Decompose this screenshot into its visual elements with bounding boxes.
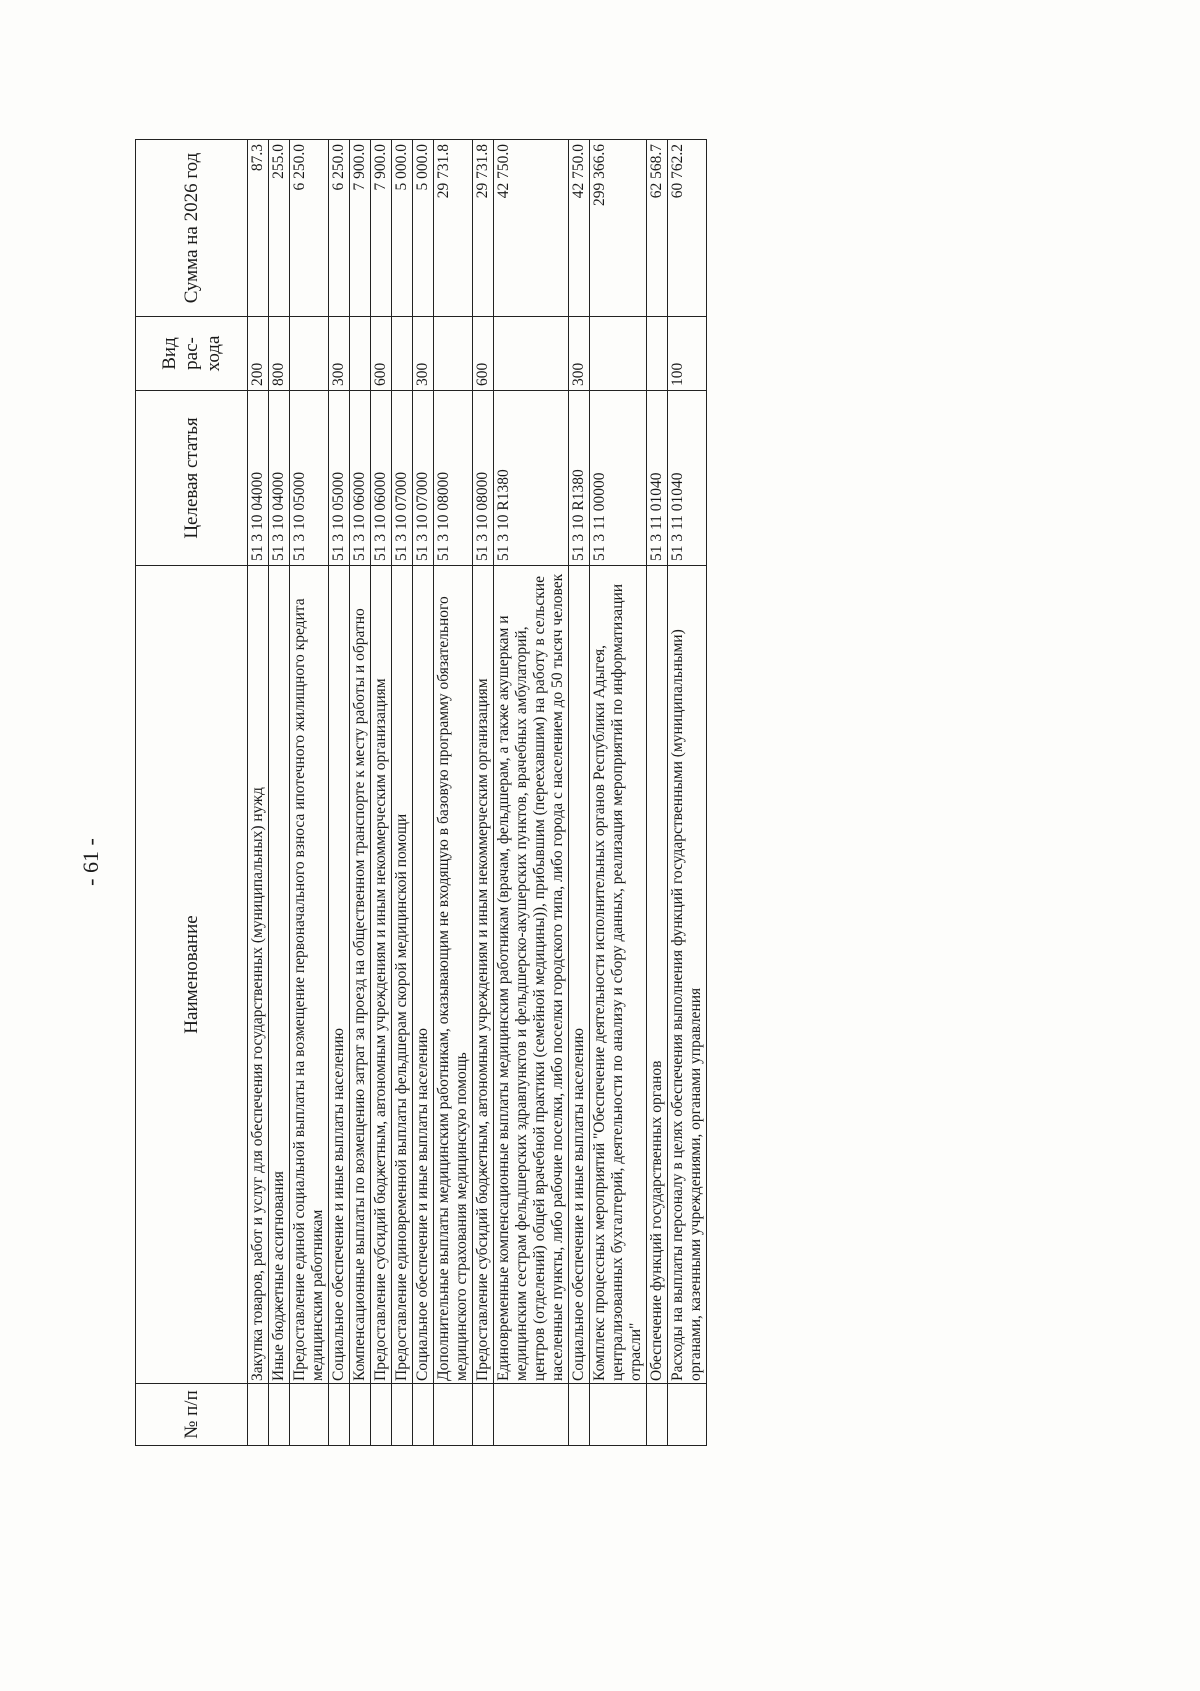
table-row: [434, 140, 473, 1446]
page-number: - 61 -: [78, 838, 103, 886]
cell-name: Обеспечение функций государственных органов: [647, 566, 668, 1384]
cell-kind: 300: [329, 317, 350, 391]
table-row: [473, 140, 494, 1446]
cell-kind: [350, 317, 371, 391]
header-kind: Вид рас-хода: [136, 317, 248, 391]
cell-name: Комплекс процессных мероприятий "Обеспечение деятельности исполнительных органов Республики Адыгея, централизованных бухгалтерий, деятельности по анализу и сбору данных, реализация мероприятий по информатизации отрасли": [590, 566, 647, 1384]
cell-code: 51 3 10 R1380: [494, 391, 569, 566]
header-amount: Сумма на 2026 год: [136, 140, 248, 317]
cell-num: [248, 1384, 269, 1446]
cell-kind: [434, 317, 473, 391]
cell-amount: 42 750.0: [494, 140, 569, 317]
cell-name: Компенсационные выплаты по возмещению затрат за проезд на общественном транспорте к месту работы и обратно: [350, 566, 371, 1384]
table-row: [269, 140, 290, 1446]
cell-name: Единовременные компенсационные выплаты медицинским работникам (врачам, фельдшерам, а также акушеркам и медицинским сестрам фельдшерских здравпунктов и фельдшерско-акушерских пунктов, врачебных амбулаторий, центров (отделений) общей врачебной практики (семейной медицины)), прибывшим (переехавшим) на работу в сельские населенные пункты, либо рабочие поселки, либо поселки городского типа, либо города с населением до 50 тысяч человек: [494, 566, 569, 1384]
cell-code: 51 3 11 01040: [647, 391, 668, 566]
table-header-row: [136, 140, 248, 1446]
cell-name: Закупка товаров, работ и услуг для обеспечения государственных (муниципальных) нужд: [248, 566, 269, 1384]
cell-num: [329, 1384, 350, 1446]
cell-code: 51 3 10 08000: [473, 391, 494, 566]
cell-name: Предоставление единой социальной выплаты на возмещение первоначального взноса ипотечного жилищного кредита медицинским работникам: [290, 566, 329, 1384]
cell-amount: 6 250.0: [290, 140, 329, 317]
cell-num: [350, 1384, 371, 1446]
header-name: Наименование: [136, 566, 248, 1384]
cell-code: 51 3 10 04000: [269, 391, 290, 566]
cell-kind: [590, 317, 647, 391]
cell-name: Расходы на выплаты персоналу в целях обеспечения выполнения функций государственными (муниципальными) органами, казенными учреждениями, органами управления: [668, 566, 707, 1384]
cell-name: Иные бюджетные ассигнования: [269, 566, 290, 1384]
table-row: [494, 140, 569, 1446]
cell-kind: [647, 317, 668, 391]
table-body: [248, 140, 707, 1446]
table-row: [290, 140, 329, 1446]
cell-amount: 7 900.0: [350, 140, 371, 317]
table-row: [647, 140, 668, 1446]
cell-kind: 200: [248, 317, 269, 391]
table-row: [350, 140, 371, 1446]
budget-table: [135, 139, 707, 1446]
cell-amount: 5 000.0: [413, 140, 434, 317]
cell-name: Предоставление единовременной выплаты фельдшерам скорой медицинской помощи: [392, 566, 413, 1384]
table-row: [569, 140, 590, 1446]
cell-code: 51 3 10 R1380: [569, 391, 590, 566]
table-row: [590, 140, 647, 1446]
table-row: [413, 140, 434, 1446]
cell-num: [647, 1384, 668, 1446]
cell-num: [569, 1384, 590, 1446]
cell-code: 51 3 11 01040: [668, 391, 707, 566]
cell-num: [392, 1384, 413, 1446]
cell-amount: 87.3: [248, 140, 269, 317]
cell-kind: 600: [473, 317, 494, 391]
cell-kind: [290, 317, 329, 391]
cell-amount: 62 568.7: [647, 140, 668, 317]
cell-amount: 7 900.0: [371, 140, 392, 317]
cell-name: Предоставление субсидий бюджетным, автономным учреждениям и иным некоммерческим организациям: [371, 566, 392, 1384]
table-row: [248, 140, 269, 1446]
header-num: № п/п: [136, 1384, 248, 1446]
cell-kind: 100: [668, 317, 707, 391]
table-row: [371, 140, 392, 1446]
cell-num: [290, 1384, 329, 1446]
table-row: [392, 140, 413, 1446]
cell-amount: 29 731.8: [473, 140, 494, 317]
cell-amount: 60 762.2: [668, 140, 707, 317]
cell-kind: [494, 317, 569, 391]
cell-num: [473, 1384, 494, 1446]
cell-code: 51 3 10 08000: [434, 391, 473, 566]
cell-kind: 600: [371, 317, 392, 391]
cell-amount: 6 250.0: [329, 140, 350, 317]
cell-num: [413, 1384, 434, 1446]
cell-kind: 800: [269, 317, 290, 391]
cell-num: [668, 1384, 707, 1446]
cell-code: 51 3 10 06000: [350, 391, 371, 566]
cell-num: [590, 1384, 647, 1446]
table-row: [329, 140, 350, 1446]
cell-num: [434, 1384, 473, 1446]
cell-code: 51 3 10 06000: [371, 391, 392, 566]
cell-num: [371, 1384, 392, 1446]
cell-code: 51 3 10 07000: [413, 391, 434, 566]
cell-code: 51 3 10 04000: [248, 391, 269, 566]
cell-amount: 42 750.0: [569, 140, 590, 317]
cell-name: Предоставление субсидий бюджетным, автономным учреждениям и иным некоммерческим организациям: [473, 566, 494, 1384]
header-code: Целевая статья: [136, 391, 248, 566]
cell-name: Социальное обеспечение и иные выплаты населению: [329, 566, 350, 1384]
cell-amount: 299 366.6: [590, 140, 647, 317]
cell-kind: 300: [413, 317, 434, 391]
cell-name: Социальное обеспечение и иные выплаты населению: [569, 566, 590, 1384]
cell-amount: 29 731.8: [434, 140, 473, 317]
cell-num: [494, 1384, 569, 1446]
cell-amount: 5 000.0: [392, 140, 413, 317]
cell-code: 51 3 10 07000: [392, 391, 413, 566]
cell-num: [269, 1384, 290, 1446]
cell-code: 51 3 10 05000: [329, 391, 350, 566]
cell-code: 51 3 10 05000: [290, 391, 329, 566]
table-row: [668, 140, 707, 1446]
cell-name: Дополнительные выплаты медицинским работникам, оказывающим не входящую в базовую программу обязательного медицинского страхования медицинскую помощь: [434, 566, 473, 1384]
cell-amount: 255.0: [269, 140, 290, 317]
cell-name: Социальное обеспечение и иные выплаты населению: [413, 566, 434, 1384]
cell-kind: 300: [569, 317, 590, 391]
cell-kind: [392, 317, 413, 391]
cell-code: 51 3 11 00000: [590, 391, 647, 566]
